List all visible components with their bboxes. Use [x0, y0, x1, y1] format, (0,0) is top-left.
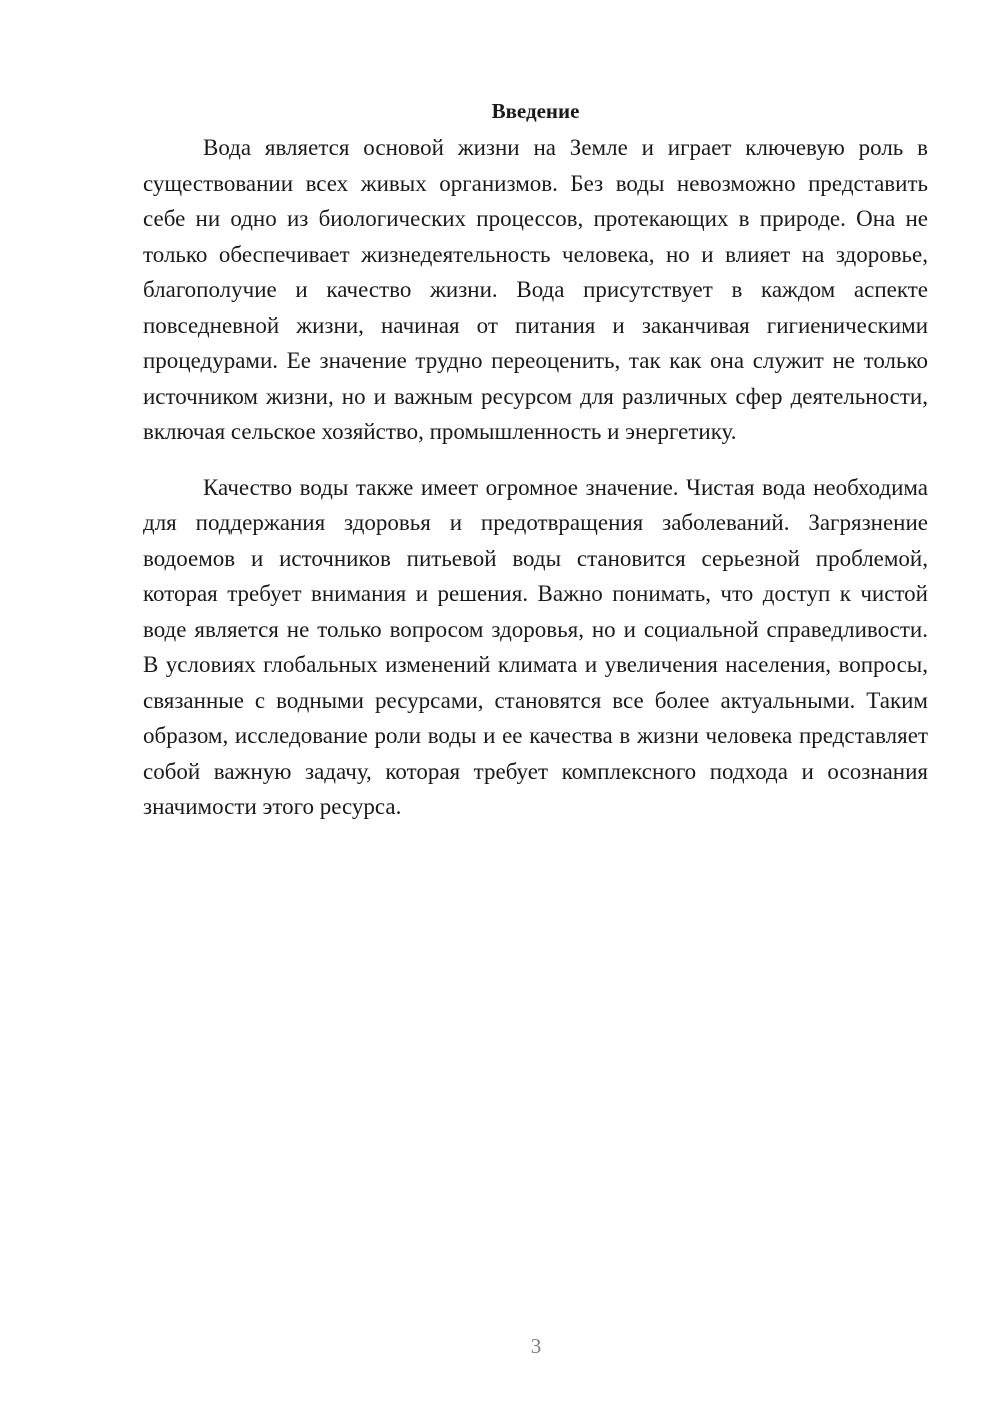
paragraph-1: Вода является основой жизни на Земле и играет ключевую роль в существовании всех живых организмов. Без воды невозможно представить себе ни одно из биологических процессов, протекающих в природе. Она не только обеспечивает жизнедеятельность человека, но и влияет на здоровье, благополучие и качество жизни. Вода присутствует в каждом аспекте повседневной жизни, начиная от питания и заканчивая гигиеническими процедурами. Ее значение трудно переоценить, так как она служит не только источником жизни, но и важным ресурсом для различных сфер деятельности, включая сельское хозяйство, промышленность и энергетику.	[143, 135, 928, 444]
page-number: 3	[530, 1334, 542, 1358]
paragraph-2: Качество воды также имеет огромное значение. Чистая вода необходима для поддержания здоровья и предотвращения заболеваний. Загрязнение водоемов и источников питьевой воды становится серьезной проблемой, которая требует внимания и решения. Важно понимать, что доступ к чистой воде является не только вопросом здоровья, но и социальной справедливости. В условиях глобальных изменений климата и увеличения населения, вопросы, связанные с водными ресурсами, становятся все более актуальными. Таким образом, исследование роли воды и ее качества в жизни человека представляет собой важную задачу, которая требует комплексного подхода и осознания значимости этого ресурса.	[143, 474, 928, 819]
section-heading: Введение	[491, 99, 580, 123]
document-body	[143, 96, 928, 825]
